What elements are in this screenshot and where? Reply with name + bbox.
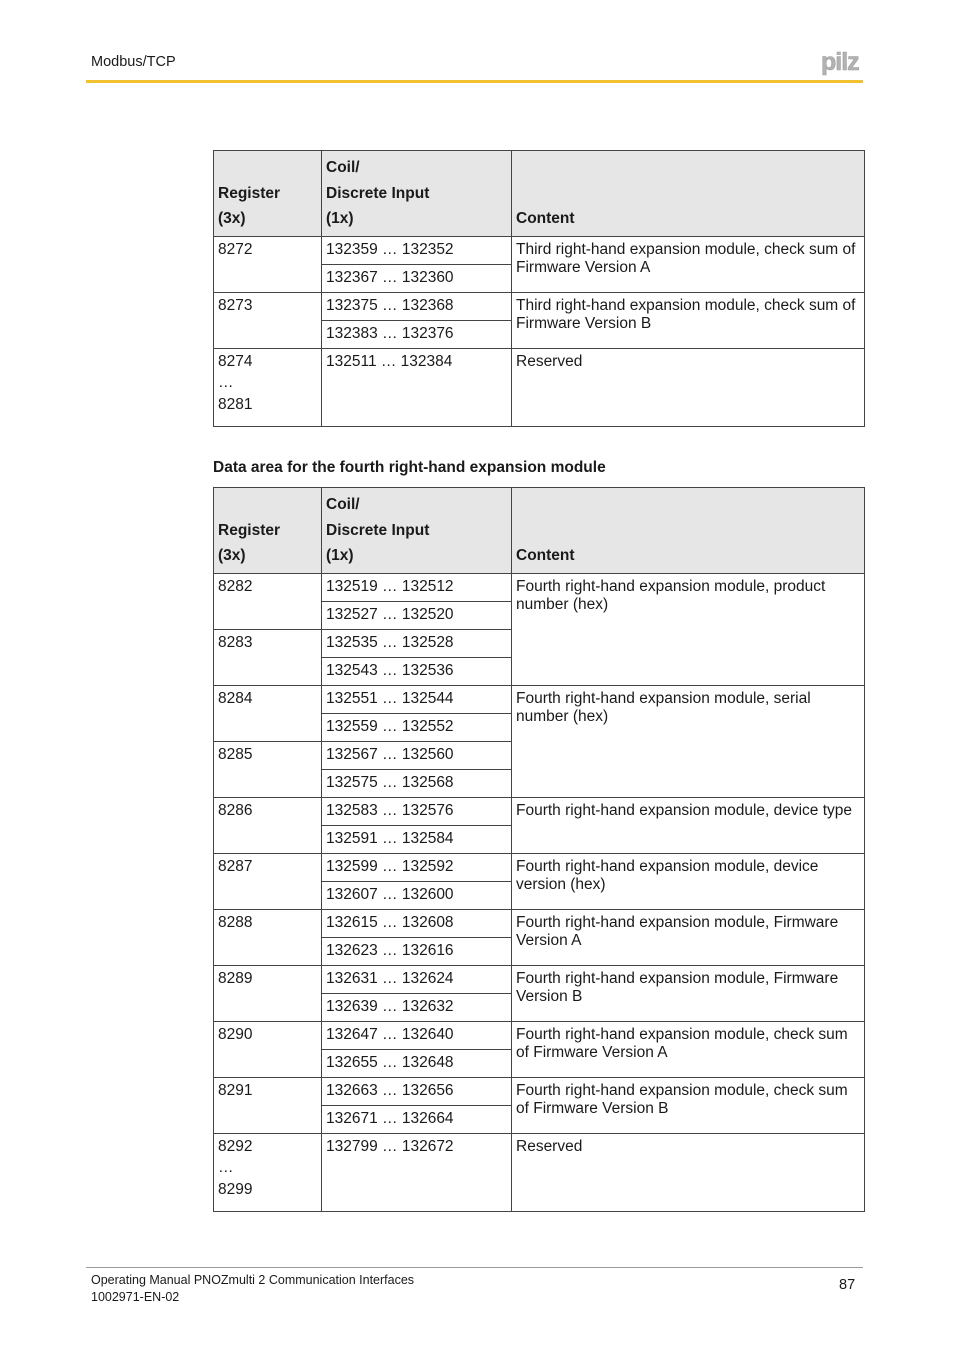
coil-cell: 132367 … 132360 — [322, 264, 512, 292]
register-cell: 8283 — [214, 629, 322, 685]
coil-cell: 132663 … 132656 — [322, 1077, 512, 1105]
coil-cell: 132359 … 132352 — [322, 236, 512, 264]
coil-cell: 132639 … 132632 — [322, 993, 512, 1021]
table-header-row — [214, 488, 865, 574]
table-row-reserved — [214, 1133, 865, 1211]
content-cell: Fourth right-hand expansion module, device version (hex) — [512, 853, 865, 909]
coil-cell: 132615 … 132608 — [322, 909, 512, 937]
register-range-cell: 8292 … 8299 — [214, 1133, 322, 1211]
register-range-cell: 8274 … 8281 — [214, 348, 322, 426]
table-row — [214, 1021, 865, 1049]
table-row — [214, 685, 865, 713]
coil-cell: 132607 … 132600 — [322, 881, 512, 909]
register-cell: 8273 — [214, 292, 322, 348]
content-cell: Third right-hand expansion module, check sum of Firmware Version B — [512, 292, 865, 348]
coil-cell: 132383 … 132376 — [322, 320, 512, 348]
footer-manual-title: Operating Manual PNOZmulti 2 Communication Interfaces — [91, 1273, 415, 1287]
header-coil: Coil/ Discrete Input (1x) — [322, 488, 512, 574]
register-cell: 8291 — [214, 1077, 322, 1133]
table-row — [214, 909, 865, 937]
coil-cell: 132551 … 132544 — [322, 685, 512, 713]
header-register: Register (3x) — [214, 151, 322, 237]
coil-cell: 132567 … 132560 — [322, 741, 512, 769]
table-row — [214, 1077, 865, 1105]
content-cell: Third right-hand expansion module, check sum of Firmware Version A — [512, 236, 865, 292]
content-cell: Reserved — [512, 348, 865, 426]
content-cell: Fourth right-hand expansion module, product number (hex) — [512, 573, 865, 685]
coil-cell: 132655 … 132648 — [322, 1049, 512, 1077]
content-cell: Fourth right-hand expansion module, Firmware Version B — [512, 965, 865, 1021]
header-coil: Coil/ Discrete Input (1x) — [322, 151, 512, 237]
content-cell: Reserved — [512, 1133, 865, 1211]
register-cell: 8288 — [214, 909, 322, 965]
header-title: Modbus/TCP — [91, 54, 176, 70]
coil-cell: 132543 … 132536 — [322, 657, 512, 685]
coil-cell: 132623 … 132616 — [322, 937, 512, 965]
table-row — [214, 236, 865, 264]
content-cell: Fourth right-hand expansion module, check sum of Firmware Version B — [512, 1077, 865, 1133]
register-table-fourth-module — [213, 487, 865, 1212]
coil-cell: 132559 … 132552 — [322, 713, 512, 741]
coil-cell: 132631 … 132624 — [322, 965, 512, 993]
register-table-third-module — [213, 150, 865, 427]
register-cell: 8287 — [214, 853, 322, 909]
table-header-row — [214, 151, 865, 237]
footer-doc-number: 1002971-EN-02 — [91, 1290, 180, 1304]
pilz-logo — [820, 50, 864, 76]
register-cell: 8285 — [214, 741, 322, 797]
coil-cell: 132375 … 132368 — [322, 292, 512, 320]
page-number: 87 — [839, 1277, 856, 1293]
table-row — [214, 292, 865, 320]
table-row — [214, 573, 865, 601]
coil-cell: 132535 … 132528 — [322, 629, 512, 657]
coil-cell: 132799 … 132672 — [322, 1133, 512, 1211]
header-divider — [86, 80, 863, 83]
register-cell: 8272 — [214, 236, 322, 292]
content-cell: Fourth right-hand expansion module, serial number (hex) — [512, 685, 865, 797]
content-cell: Fourth right-hand expansion module, Firmware Version A — [512, 909, 865, 965]
table-row — [214, 965, 865, 993]
register-cell: 8289 — [214, 965, 322, 1021]
register-cell: 8282 — [214, 573, 322, 629]
footer-divider — [86, 1267, 863, 1268]
table-row — [214, 797, 865, 825]
register-cell: 8286 — [214, 797, 322, 853]
coil-cell: 132671 … 132664 — [322, 1105, 512, 1133]
coil-cell: 132583 … 132576 — [322, 797, 512, 825]
coil-cell: 132599 … 132592 — [322, 853, 512, 881]
coil-cell: 132527 … 132520 — [322, 601, 512, 629]
coil-cell: 132519 … 132512 — [322, 573, 512, 601]
coil-cell: 132591 … 132584 — [322, 825, 512, 853]
content-cell: Fourth right-hand expansion module, device type — [512, 797, 865, 853]
table-row-reserved — [214, 348, 865, 426]
section-title: Data area for the fourth right-hand expansion module — [213, 459, 606, 476]
logo-text: pilz — [821, 50, 859, 76]
table-row — [214, 853, 865, 881]
register-cell: 8284 — [214, 685, 322, 741]
coil-cell: 132575 … 132568 — [322, 769, 512, 797]
register-cell: 8290 — [214, 1021, 322, 1077]
coil-cell: 132511 … 132384 — [322, 348, 512, 426]
header-register: Register (3x) — [214, 488, 322, 574]
content-cell: Fourth right-hand expansion module, check sum of Firmware Version A — [512, 1021, 865, 1077]
coil-cell: 132647 … 132640 — [322, 1021, 512, 1049]
header-content: Content — [512, 488, 865, 574]
header-content: Content — [512, 151, 865, 237]
